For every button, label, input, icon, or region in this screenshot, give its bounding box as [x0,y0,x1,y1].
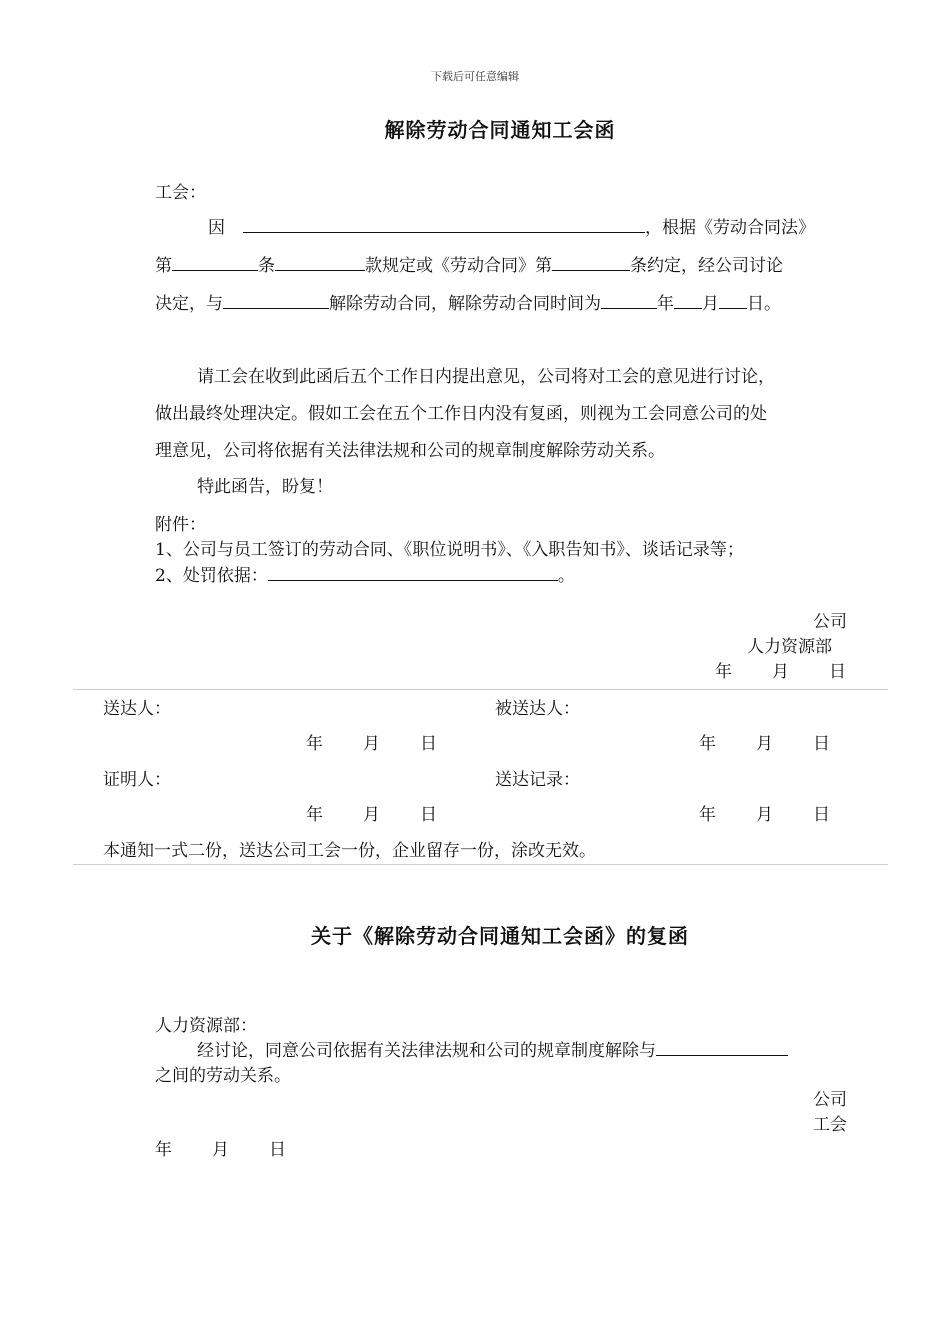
blank-article[interactable] [172,255,258,271]
sender-label: 送达人： [103,699,171,719]
month-label: 月 [756,734,773,754]
reply-company: 公司 [813,1090,847,1110]
signature-dept: 人力资源部 [747,637,832,657]
text: 年 [657,294,674,314]
year-label: 年 [699,805,716,825]
day-label: 日 [813,734,830,754]
month-label: 月 [756,805,773,825]
witness-label: 证明人： [103,770,171,790]
reply-line2: 之间的劳动关系。 [155,1066,291,1086]
blank-reason[interactable] [243,217,645,233]
delivery-note: 本通知一式二份，送达公司工会一份，企业留存一份，涂改无效。 [103,841,596,861]
recipient-label: 被送达人： [495,699,580,719]
attachment-item-1: 1、公司与员工签订的劳动合同、《职位说明书》、《入职告知书》、谈话记录等； [155,540,744,560]
text: 2、处罚依据： [155,566,268,586]
blank-clause[interactable] [275,255,365,271]
text: 解除劳动合同，解除劳动合同时间为 [329,294,601,314]
month-label: 月 [363,805,380,825]
month-label: 月 [772,662,789,682]
para1-line2 [155,251,783,276]
para2-line2: 做出最终处理决定。假如工会在五个工作日内没有复函，则视为工会同意公司的处 [155,404,767,424]
year-label: 年 [699,734,716,754]
blank-penalty-basis[interactable] [268,565,558,581]
text: 月 [702,294,719,314]
day-label: 日 [269,1140,286,1160]
divider-bottom [73,864,888,865]
blank-day[interactable] [719,293,747,309]
day-label: 日 [813,805,830,825]
text: ，根据《劳动合同法》 [645,218,815,238]
year-label: 年 [306,734,323,754]
month-label: 月 [363,734,380,754]
text: 决定，与 [155,294,223,314]
text: 款规定或《劳动合同》第 [365,256,552,276]
text: 条 [258,256,275,276]
year-label: 年 [715,662,732,682]
reply-line1 [197,1036,788,1061]
closing-text: 特此函告，盼复！ [197,477,333,497]
divider-top [73,689,888,690]
year-label: 年 [155,1140,172,1160]
blank-contract-article[interactable] [552,255,630,271]
reply-salutation: 人力资源部： [155,1016,257,1036]
attachment-item-2 [155,561,575,586]
blank-year[interactable] [601,293,657,309]
para2-line3: 理意见，公司将依据有关法律法规和公司的规章制度解除劳动关系。 [155,441,665,461]
month-label: 月 [212,1140,229,1160]
year-label: 年 [306,805,323,825]
page-title: 解除劳动合同通知工会函 [384,118,616,142]
text: 经讨论，同意公司依据有关法律法规和公司的规章制度解除与 [197,1041,656,1061]
blank-employee[interactable] [223,293,329,309]
signature-company: 公司 [813,612,847,632]
record-date [699,800,830,825]
text: 条约定，经公司讨论 [630,256,783,276]
salutation: 工会： [155,183,206,203]
day-label: 日 [420,734,437,754]
sender-date [306,729,437,754]
reply-title: 关于《解除劳动合同通知工会函》的复函 [311,924,689,948]
signature-date [715,657,846,682]
recipient-date [699,729,830,754]
para2-line1: 请工会在收到此函后五个工作日内提出意见，公司将对工会的意见进行讨论， [197,367,775,387]
day-label: 日 [829,662,846,682]
reply-date [155,1135,286,1160]
blank-reply-employee[interactable] [656,1040,788,1056]
record-label: 送达记录： [495,770,580,790]
day-label: 日 [420,805,437,825]
text: 第 [155,256,172,276]
para1-line3 [155,289,781,314]
text: 日。 [747,294,781,314]
text: 因 [208,218,225,238]
para1-line1 [208,213,815,238]
text: 。 [557,566,575,586]
attachments-label: 附件： [155,515,206,535]
blank-month[interactable] [674,293,702,309]
reply-union: 工会 [813,1115,847,1135]
header-note: 下载后可任意编辑 [431,70,519,83]
witness-date [306,800,437,825]
